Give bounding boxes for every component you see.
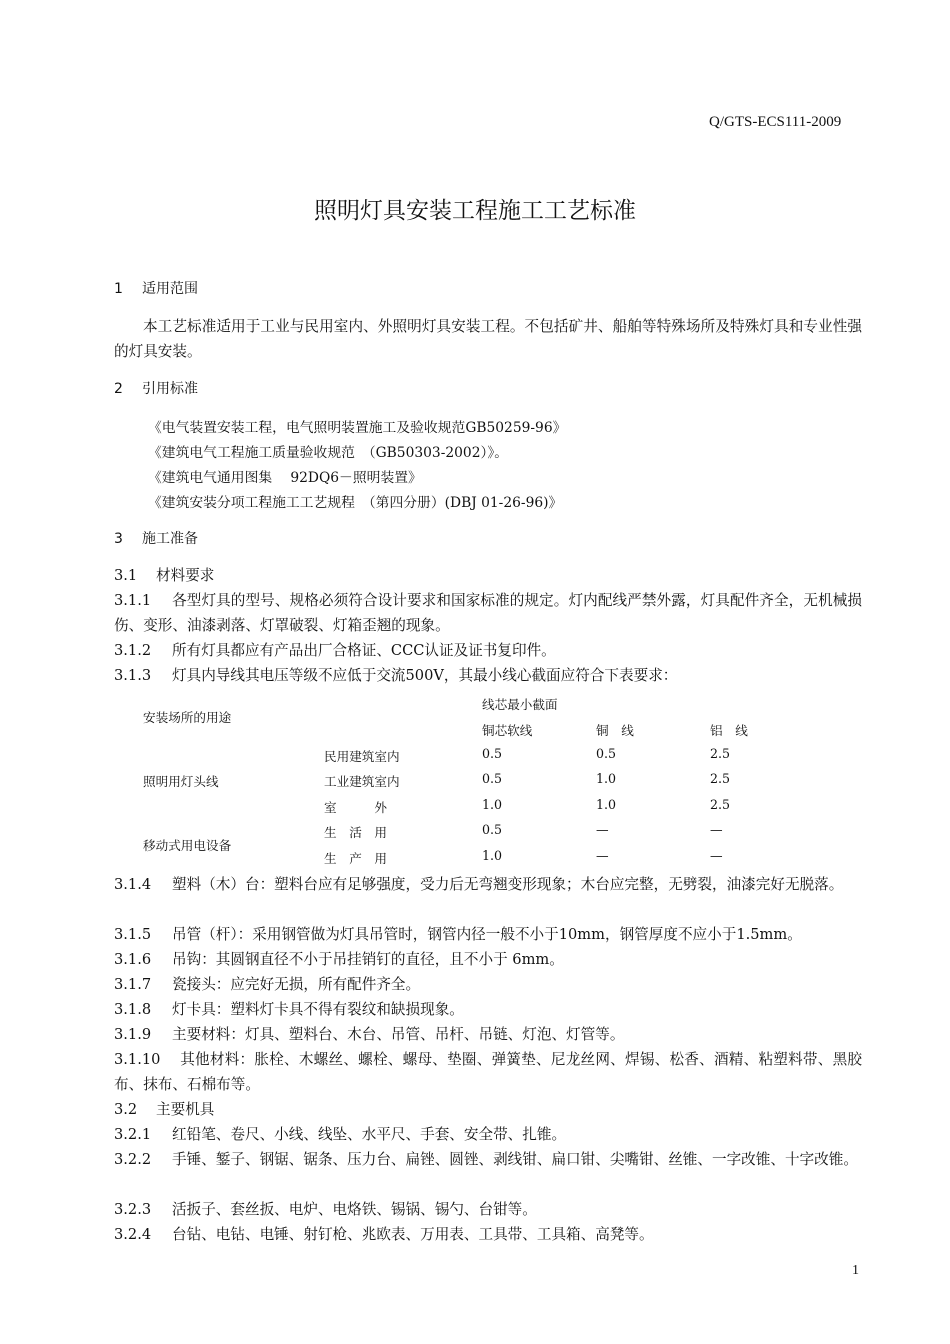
clause-number: 3.2.4 <box>114 1226 152 1243</box>
clause-number: 3.1.9 <box>114 1026 152 1043</box>
clause-number: 3.1.6 <box>114 951 152 968</box>
standard-code: Q/GTS-ECS111-2009 <box>709 114 842 130</box>
table-row-place: 民用建筑室内 <box>324 749 400 764</box>
reference-item: 《建筑安装分项工程施工工艺规程 （第四分册）(DBJ 01-26-96)》 <box>148 495 563 511</box>
table-cell: 0.5 <box>596 746 617 761</box>
clause-text: 红铅笔、卷尺、小线、线坠、水平尺、手套、安全带、扎锥。 <box>172 1126 567 1143</box>
page-number: 1 <box>852 1263 859 1278</box>
table-cell: 2.5 <box>710 746 731 761</box>
table-cell: — <box>596 848 609 863</box>
clause-3-2-3 <box>114 1197 537 1222</box>
section-3-heading <box>114 528 198 548</box>
table-cell: 2.5 <box>710 771 731 786</box>
clause-number: 3.1.7 <box>114 976 152 993</box>
table-group-label: 照明用灯头线 <box>143 774 219 789</box>
clause-number: 3.1.3 <box>114 667 152 684</box>
clause-3-1-2 <box>114 638 556 663</box>
clause-number: 3.2.2 <box>114 1151 152 1168</box>
col-header-copper: 铜 线 <box>596 723 634 738</box>
section-title: 施工准备 <box>142 531 198 547</box>
clause-text: 材料要求 <box>156 567 215 584</box>
clause-text: 吊钩：其圆钢直径不小于吊挂销钉的直径，且不小于 6mm。 <box>172 951 564 968</box>
clause-3-1 <box>114 563 214 588</box>
reference-item: 《建筑电气工程施工质量验收规范 （GB50303-2002）》。 <box>148 445 509 461</box>
table-cell: — <box>596 822 609 837</box>
clause-3-1-9 <box>114 1022 624 1047</box>
clause-number: 3.1.1 <box>114 592 152 609</box>
section-number: 1 <box>114 281 123 297</box>
clause-number: 3.2.3 <box>114 1201 152 1218</box>
clause-3-2-1 <box>114 1122 566 1147</box>
document-title: 照明灯具安装工程施工工艺标准 <box>314 198 636 224</box>
table-cell: — <box>710 822 723 837</box>
clause-text: 手锤、錾子、钢锯、锯条、压力台、扁锉、圆锉、剥线钳、扁口钳、尖嘴钳、丝锥、一字改锥、十字改锥。 <box>172 1151 858 1168</box>
clause-text: 主要材料：灯具、塑料台、木台、吊管、吊杆、吊链、灯泡、灯管等。 <box>172 1026 625 1043</box>
table-cell: 0.5 <box>482 746 503 761</box>
clause-text: 灯具内导线其电压等级不应低于交流500V，其最小线心截面应符合下表要求： <box>172 667 678 684</box>
clause-3-1-1 <box>114 588 862 638</box>
table-cell: 2.5 <box>710 797 731 812</box>
table-cell: 1.0 <box>596 771 617 786</box>
table-cell: 1.0 <box>482 797 503 812</box>
section-number: 3 <box>114 531 123 547</box>
clause-text: 吊管（杆）：采用钢管做为灯具吊管时，钢管内径一般不小于10mm，钢管厚度不应小于1.5mm。 <box>172 926 802 943</box>
scope-paragraph: 本工艺标准适用于工业与民用室内、外照明灯具安装工程。不包括矿井、船舶等特殊场所及特殊灯具和专业性强的灯具安装。 <box>114 318 862 360</box>
col-header-aluminum: 铝 线 <box>710 723 748 738</box>
clause-3-1-8 <box>114 997 464 1022</box>
clause-number: 3.1 <box>114 567 138 584</box>
clause-text: 台钻、电钻、电锤、射钉枪、兆欧表、万用表、工具带、工具箱、高凳等。 <box>172 1226 654 1243</box>
table-cell: 1.0 <box>596 797 617 812</box>
table-header-min-section: 线芯最小截面 <box>482 697 558 712</box>
section-title: 适用范围 <box>142 281 198 297</box>
table-row-place: 生 活 用 <box>324 825 387 840</box>
clause-text: 灯卡具：塑料灯卡具不得有裂纹和缺损现象。 <box>172 1001 464 1018</box>
table-row-place: 室 外 <box>324 800 387 815</box>
table-cell: 0.5 <box>482 771 503 786</box>
table-row-place: 生 产 用 <box>324 851 387 866</box>
clause-text: 活扳子、套丝扳、电炉、电烙铁、锡锅、锡勺、台钳等。 <box>172 1201 537 1218</box>
table-cell: 0.5 <box>482 822 503 837</box>
clause-3-1-6 <box>114 947 564 972</box>
clause-number: 3.2 <box>114 1101 138 1118</box>
clause-text: 各型灯具的型号、规格必须符合设计要求和国家标准的规定。灯内配线严禁外露，灯具配件齐全，无机械损伤、变形、油漆剥落、灯罩破裂、灯箱歪翘的现象。 <box>114 592 862 634</box>
table-row-place: 工业建筑室内 <box>324 774 400 789</box>
clause-3-2-4 <box>114 1222 654 1247</box>
clause-text: 所有灯具都应有产品出厂合格证、CCC认证及证书复印件。 <box>172 642 556 659</box>
clause-3-2-2 <box>114 1147 862 1172</box>
section-number: 2 <box>114 381 123 397</box>
clause-3-2 <box>114 1097 214 1122</box>
section-2-heading <box>114 378 198 398</box>
clause-3-1-5 <box>114 922 802 947</box>
clause-number: 3.2.1 <box>114 1126 152 1143</box>
clause-number: 3.1.8 <box>114 1001 152 1018</box>
reference-item: 《电气装置安装工程，电气照明装置施工及验收规范GB50259-96》 <box>148 420 567 436</box>
clause-3-1-7 <box>114 972 420 997</box>
table-group-label: 移动式用电设备 <box>143 838 232 853</box>
clause-text: 瓷接头：应完好无损，所有配件齐全。 <box>172 976 421 993</box>
clause-text: 其他材料：胀栓、木螺丝、螺栓、螺母、垫圈、弹簧垫、尼龙丝网、焊锡、松香、酒精、粘塑料带、黑胶布、抹布、石棉布等。 <box>114 1051 862 1093</box>
table-header-usage: 安装场所的用途 <box>143 710 232 725</box>
clause-3-1-3 <box>114 663 677 688</box>
clause-number: 3.1.10 <box>114 1051 161 1068</box>
section-title: 引用标准 <box>142 381 198 397</box>
section-1-heading <box>114 278 198 298</box>
clause-number: 3.1.5 <box>114 926 152 943</box>
reference-item: 《建筑电气通用图集 92DQ6－照明装置》 <box>148 470 422 486</box>
clause-text: 塑料（木）台：塑料台应有足够强度，受力后无弯翘变形现象；木台应完整，无劈裂，油漆完好无脱落。 <box>172 876 844 893</box>
clause-3-1-10 <box>114 1047 862 1097</box>
clause-number: 3.1.4 <box>114 876 152 893</box>
col-header-copper-flex: 铜芯软线 <box>482 723 533 738</box>
clause-text: 主要机具 <box>156 1101 215 1118</box>
table-cell: — <box>710 848 723 863</box>
table-cell: 1.0 <box>482 848 503 863</box>
clause-number: 3.1.2 <box>114 642 152 659</box>
clause-3-1-4 <box>114 872 862 897</box>
